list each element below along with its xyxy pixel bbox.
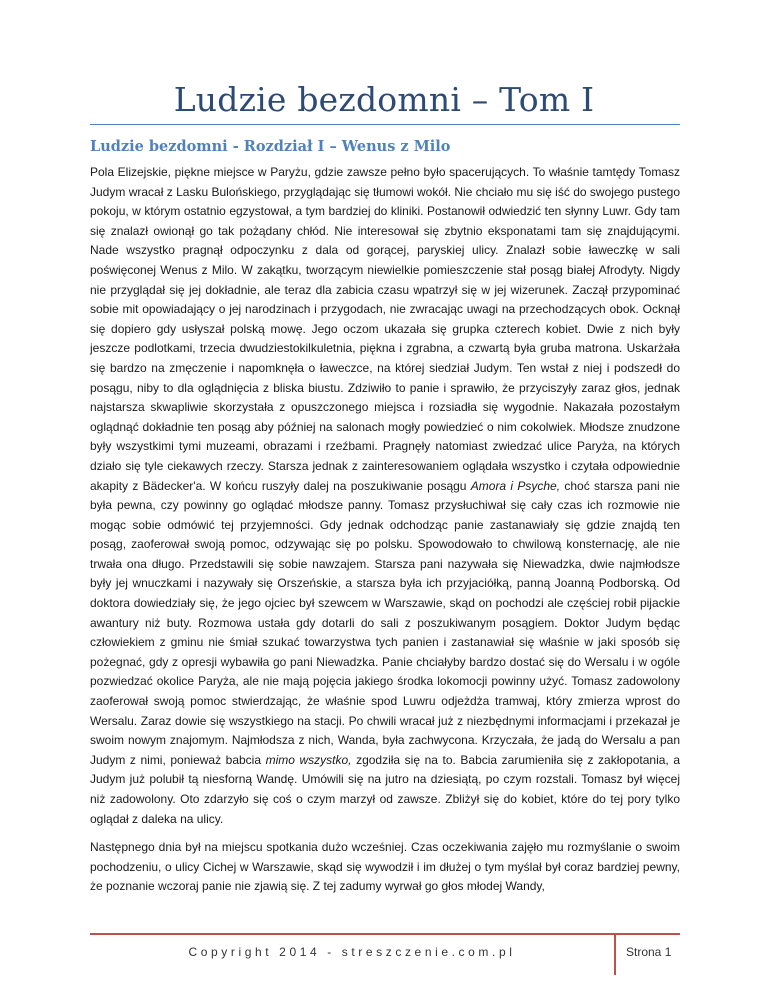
footer-divider [614, 935, 616, 975]
italic-text: Amora i Psyche, [470, 478, 561, 493]
italic-text: mimo wszystko, [265, 752, 352, 767]
title-underline [90, 124, 680, 125]
document-body [90, 163, 680, 897]
paragraph-text: Pola Elizejskie, piękne miejsce w Paryżu, gdzie zawsze pełno było spacerujących. To właśnie tamtędy Tomasz Judym wracał z Lasku Bulońskiego, przyglądając się tłumowi wokół. Nie chciało mu się iść do swojego pustego pokoju, w którym ostatnio egzystował, a tym bardziej do kliniki. Postanowił odwiedzić ten słynny Luwr. Gdy tam się znalazł owionął go tak pożądany chłód. Nie interesował się zbytnio eksponatami tam się znajdującymi. Nade wszystko pragnął odpoczynku z dala od gorącej, paryskiej ulicy. Znalazł sobie ławeczkę w sali poświęconej Wenus z Milo. W zakątku, tworzącym niewielkie pomieszczenie stał posąg białej Afrodyty. Nigdy nie przyglądał się jej dokładnie, ale teraz dla zabicia czasu wpatrzył się w jej wizerunek. Zaczął przypominać sobie mit opowiadający o jej narodzinach i przygodach, nie zwracając uwagi na przechodzących obok. Ocknął się dopiero gdy usłyszał polską mowę. Jego oczom ukazała się grupka czterech kobiet. Dwie z nich były jeszcze podlotkami, trzecia dwudziestokilkuletnia, piękna i zgrabna, a czwartą była gruba matrona. Uskarżała się bardzo na zmęczenie i napomknęła o ławeczce, na której siedział Judym. Ten wstał z niej i podszedł do posągu, niby to dla oglądnięcia z bliska biustu. Zdziwiło to panie i sprawiło, że przyciszyły zaraz głos, jednak najstarsza skwapliwie skorzystała z opuszczonego miejsca i rozsiadła się wygodnie. Nakazała pozostałym oglądnąć dokładnie ten posąg aby później na salonach mogły powiedzieć o nim cokolwiek. Młodsze znudzone były wszystkimi tymi muzeami, obrazami i rzeźbami. Pragnęły natomiast zwiedzać ulice Paryża, na których działo się tyle ciekawych rzeczy. Starsza jednak z zainteresowaniem oglądała wszystko i czytała odpowiednie akapity z Bädecker'a. W końcu ruszyły dalej na poszukiwanie posągu [90, 165, 680, 493]
page-footer [90, 933, 680, 975]
footer-copyright: Copyright 2014 - streszczenie.com.pl [188, 945, 516, 959]
paragraph: Następnego dnia był na miejscu spotkania dużo wcześniej. Czas oczekiwania zajęło mu rozmyślanie o swoim pochodzeniu, o ulicy Cichej w Warszawie, skąd się wywodził i im dłużej o tym myślał był coraz bardziej pewny, że poznanie wczoraj panie nie zjawią się. Z tej zadumy wyrwał go głos młodej Wandy, [90, 840, 680, 894]
page-number: Strona 1 [626, 945, 672, 959]
paragraph-text: choć starsza pani nie była pewna, czy powinny go oglądać młodsze panny. Tomasz przysłuchiwał się cały czas ich rozmowie nie mogąc sobie odmówić tej przyjemności. Gdy jednak odchodząc panie zastanawiały się gdzie znajdą ten posąg, zaoferował swoją pomoc, odzywając się po polsku. Spowodowało to chwilową konsternację, ale nie trwała ona długo. Przedstawili się sobie nawzajem. Starsza pani nazywała się Niewadzka, dwie najmłodsze były jej wnuczkami i nazywały się Orszeńskie, a starsza była ich przyjaciółką, panną Joanną Podborską. Od doktora dowiedziały się, że jego ojciec był szewcem w Warszawie, skąd on pochodzi ale częściej robił pijackie awantury niż buty. Rozmowa ustała gdy dotarli do sali z poszukiwanym posągiem. Doktor Judym będąc człowiekiem z gminu nie śmiał szukać towarzystwa tych panien i zastanawiał się właśnie w jaki sposób się pożegnać, gdy z opresji wybawiła go pani Niewadzka. Panie chciałyby bardzo dostać się do Wersalu i w ogóle pozwiedzać okolice Paryża, ale nie mają pojęcia jakiego środka lokomocji powinny użyć. Tomasz zadowolony zaoferował swoją pomoc stwierdzając, że właśnie spod Luwru odjeżdża tramwaj, który zmierza wprost do Wersalu. Zaraz dowie się wszystkiego na stacji. Po chwili wracał już z niezbędnymi informacjami i przekazał je swoim nowym znajomym. Najmłodsza z nich, Wanda, była zachwycona. Krzyczała, że jadą do Wersalu a pan Judym z nimi, ponieważ babcia [90, 478, 680, 767]
paragraph-text: zgodziła się na to. Babcia zarumieniła się z zakłopotania, a Judym już polubił tą niesforną Wandę. Umówili się na jutro na dziesiątą, po czym rozstali. Tomasz był więcej niż zadowolony. Oto zdarzyło się coś o czym marzył od zawsze. Zbliżył się do kobiet, które do tej pory tylko oglądał z daleka na ulicy. [90, 752, 681, 826]
paragraph [90, 163, 680, 829]
chapter-heading: Ludzie bezdomni - Rozdział I – Wenus z Milo [90, 138, 451, 155]
page-title: Ludzie bezdomni – Tom I [173, 80, 595, 119]
